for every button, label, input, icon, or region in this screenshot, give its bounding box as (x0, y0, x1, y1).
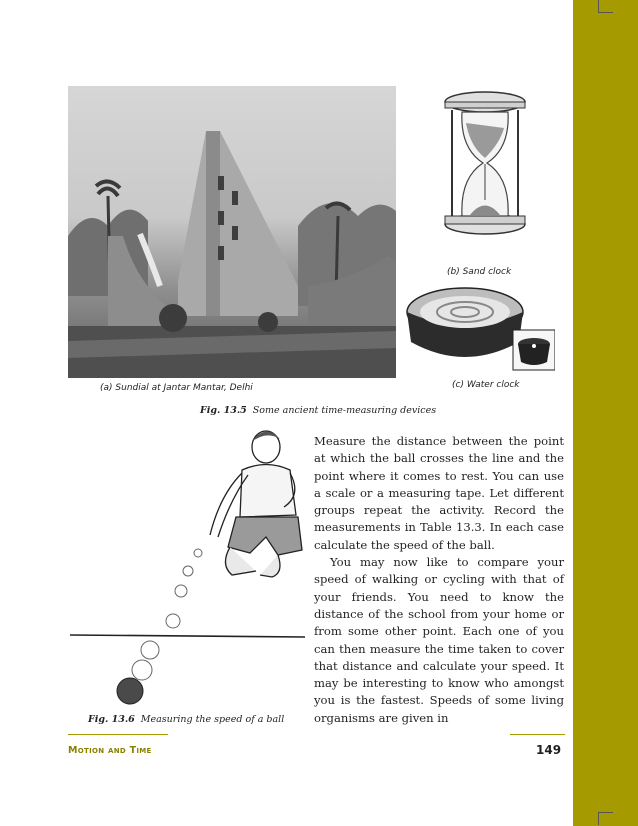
figure-13-6-title: Measuring the speed of a ball (140, 714, 285, 725)
body-paragraph-1: Measure the distance between the point at which the ball crosses the line and the point where it comes to rest. You can use a scale or a measuring tape. Let different groups repeat the activity. Record the measurements in Table 13.3. In each case calculate the speed of the ball. (314, 434, 564, 552)
boy-rolling-ball-illustration (70, 425, 310, 710)
water-clock-icon (405, 282, 555, 374)
body-paragraph-2: You may now like to compare your speed of walking or cycling with that of your friends. You need to know the distance of the school from your home or from some other point. Each one of you can then measure the time taken to cover that distance and calculate your speed. It may be interesting to know who amongst you is the fastest. Speeds of some living organisms are given in (314, 555, 564, 725)
footer-divider-left (68, 734, 168, 735)
caption-water-clock: (c) Water clock (452, 380, 520, 390)
figure-13-6-caption (88, 714, 284, 725)
body-text (314, 433, 564, 727)
crop-mark-bottom (598, 812, 613, 825)
caption-sand-clock: (b) Sand clock (447, 267, 512, 277)
figure-13-5-label: Fig. 13.5 (200, 405, 247, 416)
sundial-photo (68, 86, 396, 378)
figure-13-5-caption (200, 405, 436, 416)
page-number: 149 (536, 743, 562, 757)
caption-sundial: (a) Sundial at Jantar Mantar, Delhi (100, 383, 253, 393)
figure-13-6-label: Fig. 13.6 (88, 714, 135, 725)
figure-13-5-title: Some ancient time-measuring devices (252, 405, 437, 416)
footer-divider-right (510, 734, 565, 735)
crop-mark-top (598, 0, 613, 13)
side-accent-strip (573, 0, 638, 826)
footer-chapter-title: Motion and Time (68, 745, 152, 756)
sand-clock-icon (440, 88, 530, 238)
